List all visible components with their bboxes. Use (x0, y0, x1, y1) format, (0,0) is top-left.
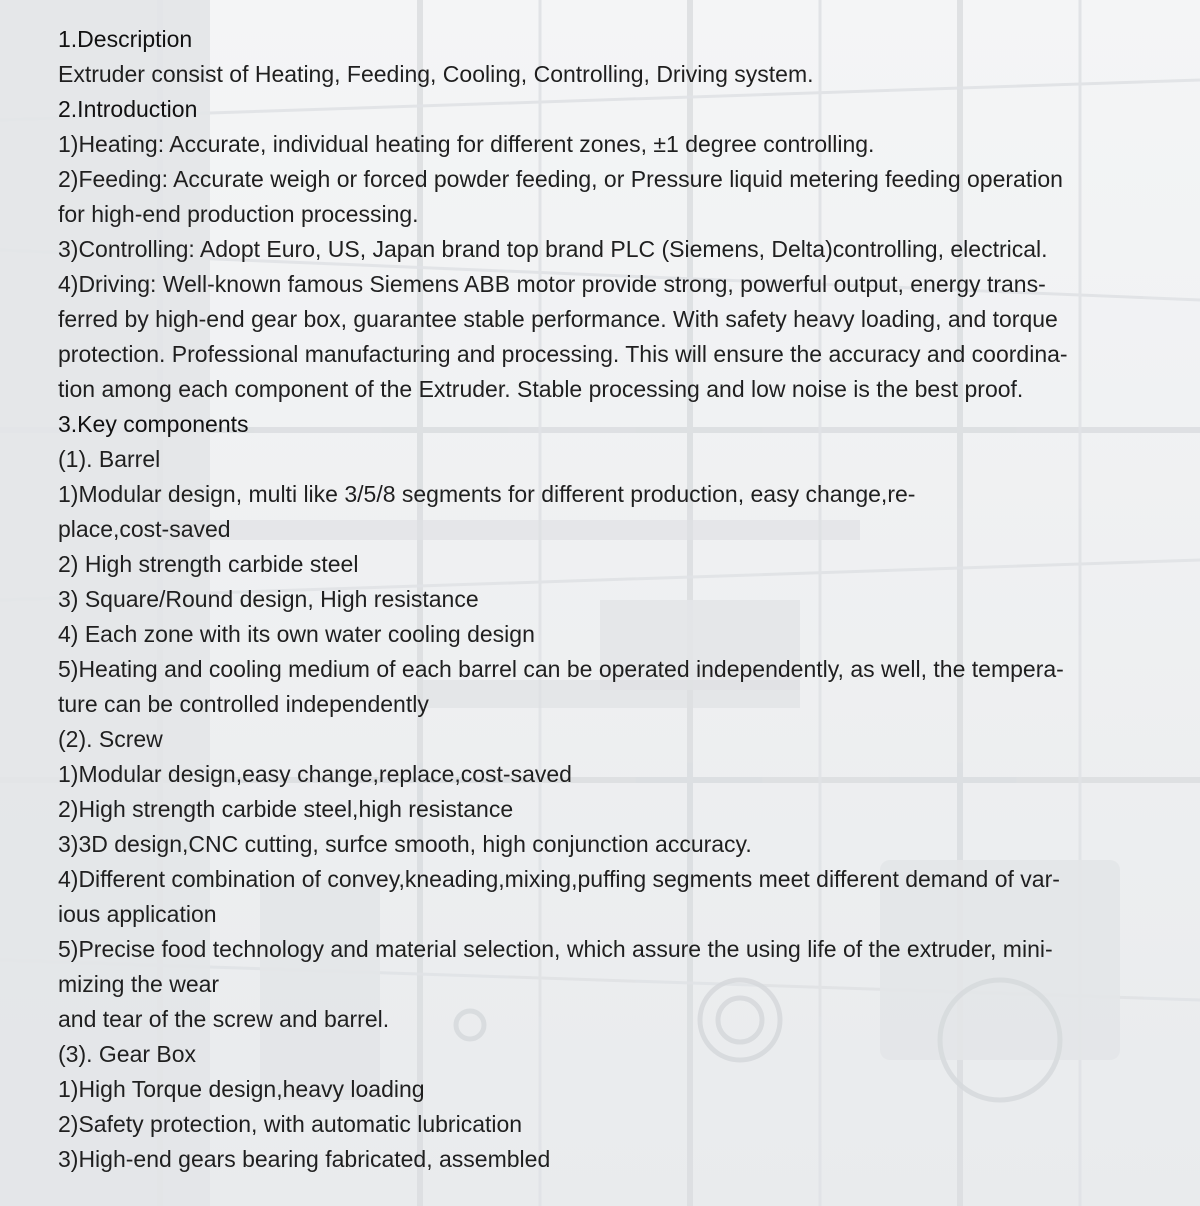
description-text-block (58, 22, 1148, 1177)
text-line: (3). Gear Box (58, 1041, 197, 1067)
text-line: (2). Screw (58, 726, 163, 752)
text-line: 3)High-end gears bearing fabricated, assembled (58, 1146, 551, 1172)
text-line: 1)Heating: Accurate, individual heating for different zones, ±1 degree controlling. (58, 131, 875, 157)
text-line: tion among each component of the Extruder. Stable processing and low noise is the best proof. (58, 376, 1024, 402)
text-line: ferred by high-end gear box, guarantee stable performance. With safety heavy loading, and torque (58, 306, 1058, 332)
text-line: place,cost-saved (58, 516, 231, 542)
text-line: 2)High strength carbide steel,high resistance (58, 796, 514, 822)
text-line: 1)High Torque design,heavy loading (58, 1076, 425, 1102)
text-line: 2) High strength carbide steel (58, 551, 359, 577)
text-line: and tear of the screw and barrel. (58, 1006, 390, 1032)
section-heading: 2.Introduction (58, 96, 198, 122)
text-line: 4) Each zone with its own water cooling design (58, 621, 535, 647)
text-line: 4)Driving: Well-known famous Siemens ABB motor provide strong, powerful output, energy trans- (58, 271, 1046, 297)
text-line: protection. Professional manufacturing and processing. This will ensure the accuracy and coordina- (58, 341, 1068, 367)
text-line: ious application (58, 901, 217, 927)
text-line: 2)Feeding: Accurate weigh or forced powder feeding, or Pressure liquid metering feeding operation (58, 166, 1063, 192)
section-heading: 1.Description (58, 26, 193, 52)
text-line: Extruder consist of Heating, Feeding, Cooling, Controlling, Driving system. (58, 61, 814, 87)
text-line: 5)Precise food technology and material selection, which assure the using life of the extruder, mini- (58, 936, 1053, 962)
text-line: 1)Modular design,easy change,replace,cost-saved (58, 761, 572, 787)
text-line: 4)Different combination of convey,kneading,mixing,puffing segments meet different demand of var- (58, 866, 1060, 892)
text-line: for high-end production processing. (58, 201, 419, 227)
section-heading: 3.Key components (58, 411, 249, 437)
text-line: 5)Heating and cooling medium of each barrel can be operated independently, as well, the tempera- (58, 656, 1064, 682)
text-line: 3)Controlling: Adopt Euro, US, Japan brand top brand PLC (Siemens, Delta)controlling, electrical. (58, 236, 1048, 262)
text-line: (1). Barrel (58, 446, 161, 472)
text-line: 3) Square/Round design, High resistance (58, 586, 479, 612)
text-line: 3)3D design,CNC cutting, surfce smooth, high conjunction accuracy. (58, 831, 752, 857)
text-line: ture can be controlled independently (58, 691, 429, 717)
text-line: 1)Modular design, multi like 3/5/8 segments for different production, easy change,re- (58, 481, 916, 507)
text-line: mizing the wear (58, 971, 220, 997)
text-line: 2)Safety protection, with automatic lubrication (58, 1111, 523, 1137)
